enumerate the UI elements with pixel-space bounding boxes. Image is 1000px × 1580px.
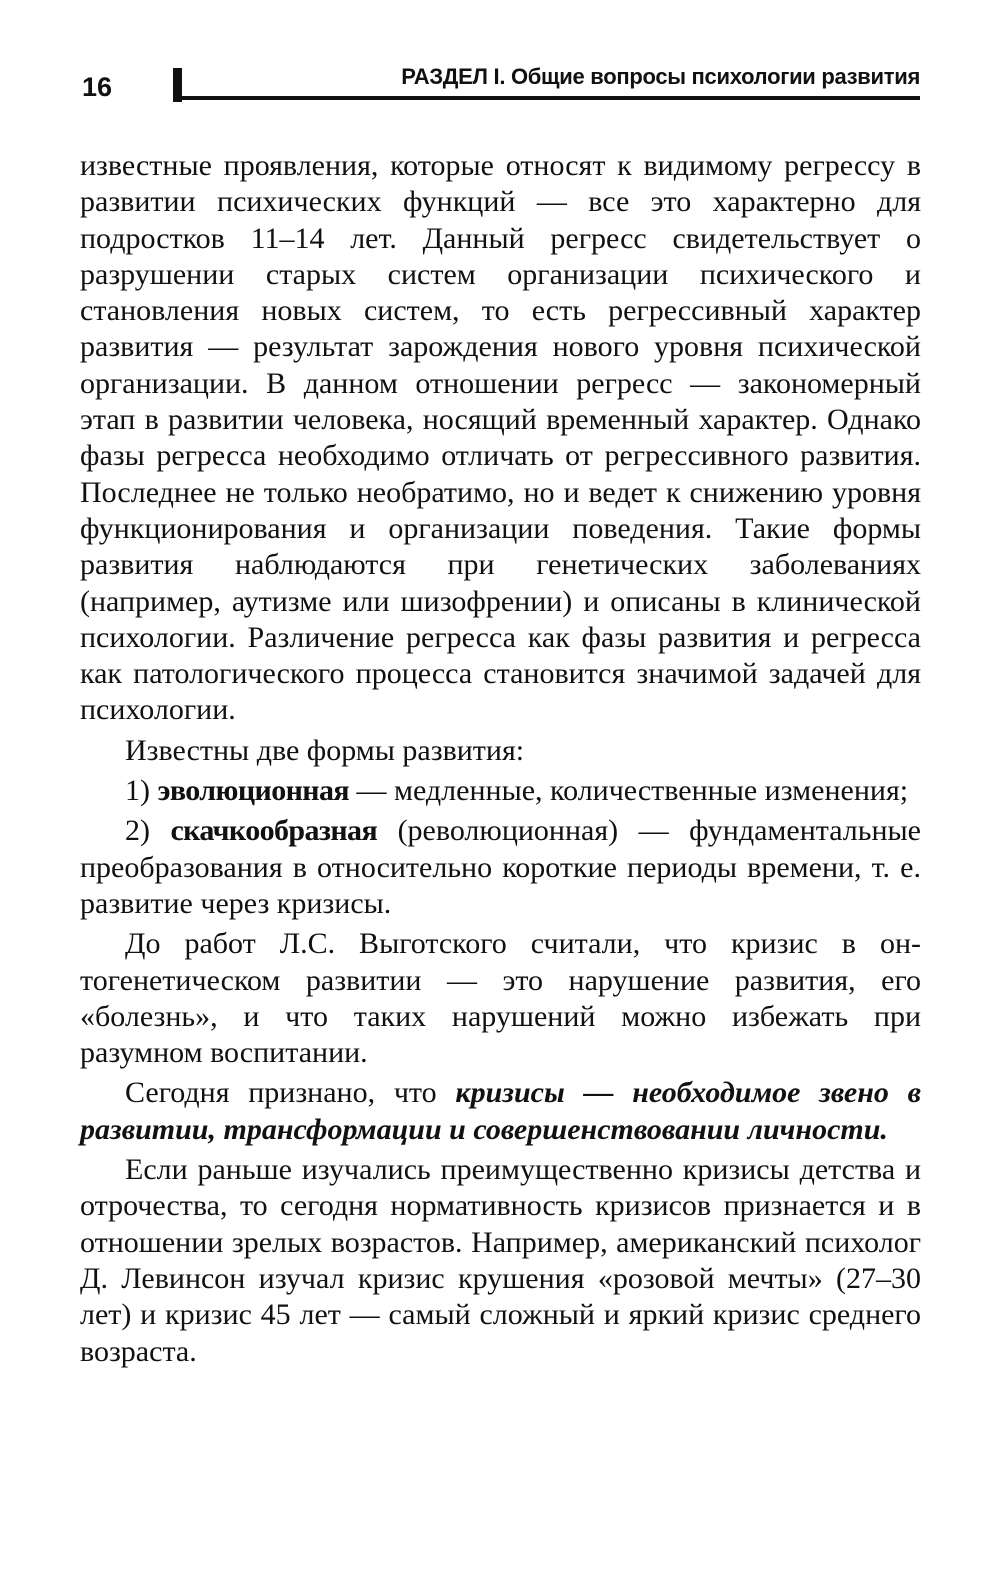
paragraph-regression: известные проявления, которые относят к видимому регрессу в развитии психических функций — все это характерно для подростков 11–14 лет. Данный регресс свидетельствует о разрушении старых систем организации психического и становления новых систем, то есть регрессивный характер развития — результат зарождения нового уровня психической организации. В данном отношении регресс — закономерный этап в развитии человека, носящий временный характер. Однако фазы регресса необходимо отличать от регрессивного развития. Последнее не только необратимо, но и ведет к снижению уровня функционирования и организации поведения. Такие формы развития наблюдаются при генетических заболеваниях (например, аутизме или шизофрении) и описаны в клинической психологии. Различение регресса как фазы развития и регресса как патологического процесса становится значимой задачей для психологии. [80,149,921,727]
definition-evolutionary: — медленные, количественные изменения; [356,774,909,808]
paragraph-levinson: Если раньше изучались преимущественно кризисы детства и отрочества, то сегодня нормативность кризисов признается и в отношении зрелых возрастов. Например, американский психолог Д. Левинсон изучал кризис крушения «розовой мечты» (27–30 лет) и кризис 45 лет — самый сложный и яркий кризис среднего возраста. [80,1153,921,1368]
paragraph-vygotsky: До работ Л.С. Выготского считали, что кризис в онтогенетическом развитии — это нарушение развития, его «болезнь», и что таких нарушений можно избежать при разумном воспитании. [80,927,921,1070]
term-leaping: скачкообразная [170,814,378,848]
definition-leaping: (революционная) — фундаментальные преобразования в относительно короткие периоды времени, т. е. развитие через кризисы. [80,814,921,920]
list-item-leaping [80,813,921,922]
running-title: РАЗДЕЛ I. Общие вопросы психологии развития [401,64,920,89]
page-number: 16 [82,72,113,102]
list-item-evolutionary [80,773,921,809]
list-number: 1) [125,774,150,808]
list-number: 2) [125,814,150,848]
body-text [80,148,921,1370]
header-rule [173,96,920,100]
paragraph-two-forms: Известны две формы развития: [125,733,525,767]
crisis-lead: Сегодня признано, что [125,1076,437,1110]
paragraph-crisis-definition [80,1075,921,1148]
crisis-emphasis: кризисы — необходимое звено в развитии, трансформации и совершенствовании личности. [80,1076,921,1146]
term-evolutionary: эволюционная [157,774,349,808]
